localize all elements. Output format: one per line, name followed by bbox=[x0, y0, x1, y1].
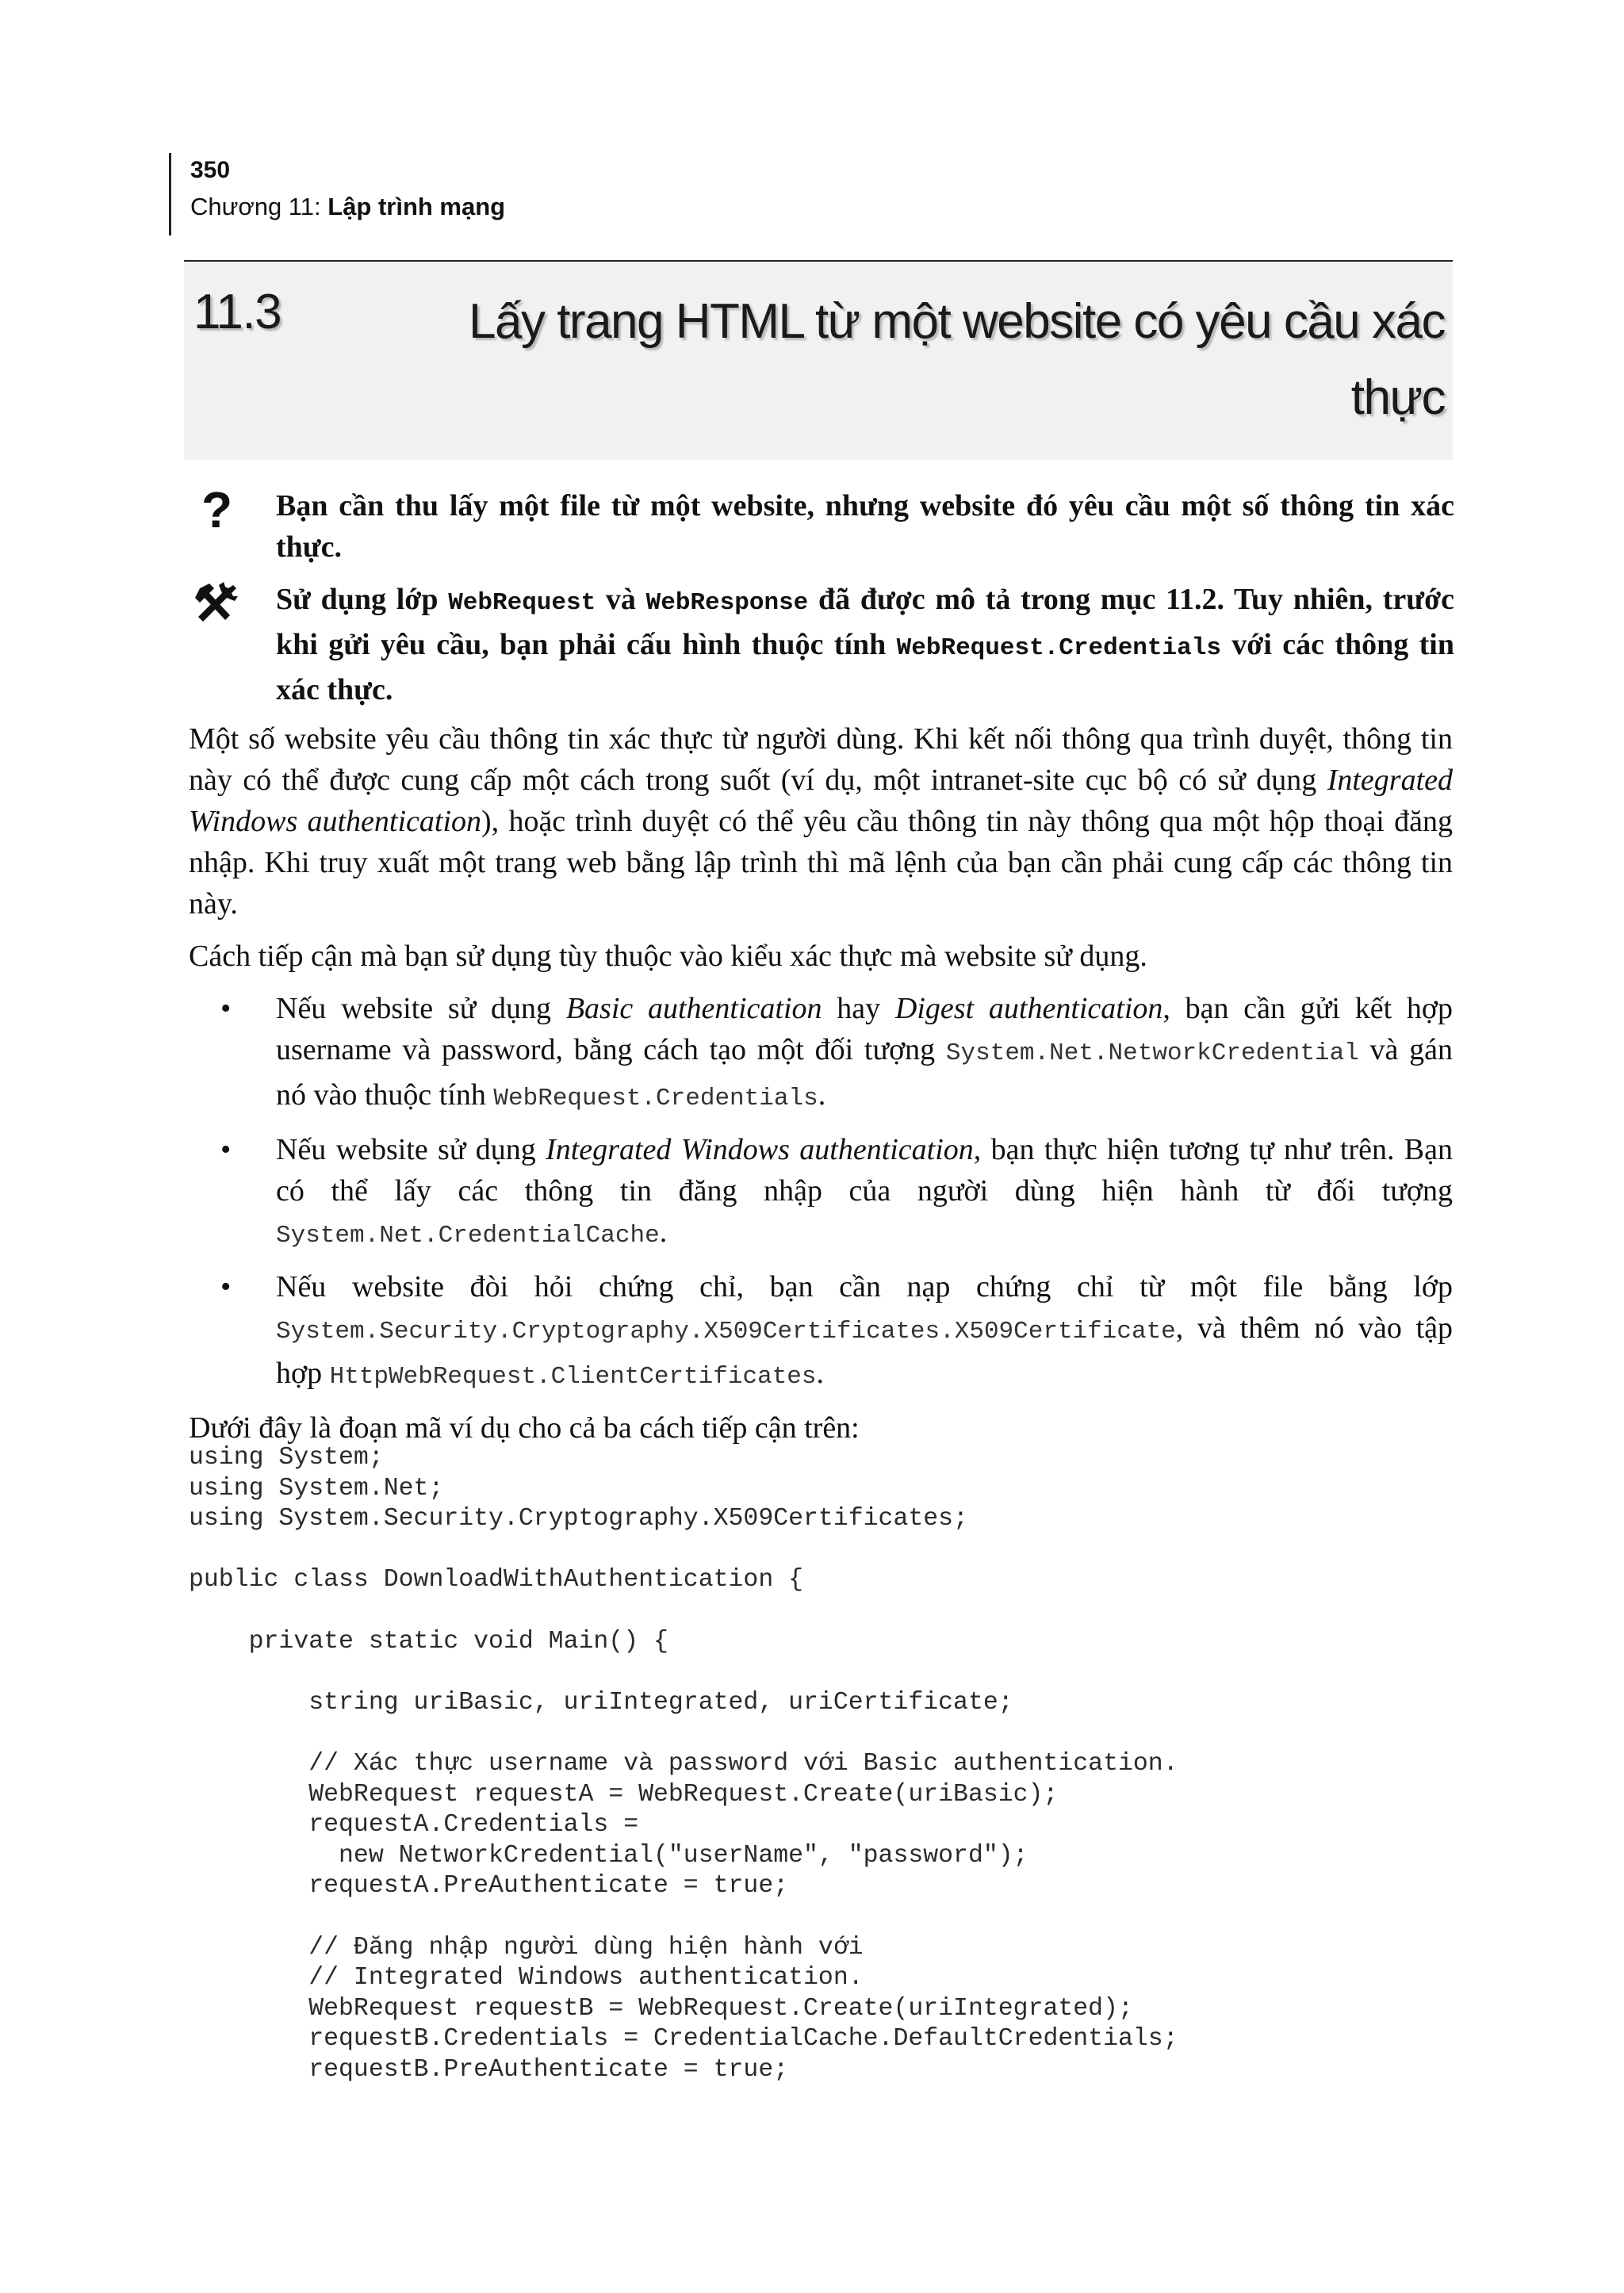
bullet-list bbox=[189, 988, 1453, 1398]
chapter-prefix: Chương 11: bbox=[190, 193, 328, 220]
bullet-3-text-2: , và thêm nó vào tập hợp bbox=[276, 1311, 1453, 1390]
question-mark-icon: ? bbox=[201, 481, 233, 538]
paragraph-1-a: Một số website yêu cầu thông tin xác thực từ người dùng. Khi kết nối thông qua trình duyệt, thông tin này có thể được cung cấp một cách trong suốt (ví dụ, một intranet-site cục bộ có sử dụng bbox=[189, 722, 1453, 797]
bullet-3-code-1: System.Security.Cryptography.X509Certificates.X509Certificate bbox=[276, 1318, 1176, 1346]
paragraph-3: Dưới đây là đoạn mã ví dụ cho cả ba cách tiếp cận trên: bbox=[189, 1411, 860, 1445]
bullet-2-text-3: . bbox=[659, 1215, 668, 1249]
problem-statement bbox=[193, 481, 1454, 568]
bullet-3-text-1: Nếu website đòi hỏi chứng chỉ, bạn cần nạp chứng chỉ từ một file bằng lớp bbox=[276, 1270, 1453, 1303]
bullet-2-text-1: Nếu website sử dụng bbox=[276, 1133, 546, 1166]
section-title: Lấy trang HTML từ một website có yêu cầu xác thực bbox=[469, 294, 1445, 425]
bullet-item-integrated bbox=[189, 1129, 1453, 1257]
bullet-3-code-2: HttpWebRequest.ClientCertificates bbox=[329, 1363, 817, 1391]
bullet-2-text-2: , bạn thực hiện tương tự như trên. Bạn có thể lấy các thông tin đăng nhập của người dùng hiện hành từ đối tượng bbox=[276, 1133, 1453, 1208]
page-header bbox=[169, 153, 505, 235]
bullet-1-italic-1: Basic authentication bbox=[565, 992, 822, 1025]
bullet-1-text-1: Nếu website sử dụng bbox=[276, 992, 566, 1025]
bullet-1-text-3: , bạn cần gửi kết hợp username và password, bằng cách tạo một đối tượng bbox=[276, 992, 1453, 1066]
solution-text-3: đã được mô tả trong mục 11.2. Tuy nhiên, trước khi gửi yêu cầu, bạn phải cấu hình thuộc tính bbox=[276, 583, 1454, 661]
section-number: 11.3 bbox=[193, 285, 282, 339]
tools-icon bbox=[193, 580, 239, 625]
section-heading bbox=[184, 260, 1453, 460]
bullet-1-text-5: . bbox=[818, 1078, 826, 1112]
bullet-1-text-2: hay bbox=[822, 992, 895, 1025]
solution-code-2: WebResponse bbox=[645, 589, 809, 617]
bullet-2-italic-1: Integrated Windows authentication bbox=[546, 1133, 974, 1166]
bullet-2-code-1: System.Net.CredentialCache bbox=[276, 1222, 660, 1250]
solution-code-1: WebRequest bbox=[448, 589, 596, 617]
paragraph-1-b: ), hoặc trình duyệt có thể yêu cầu thông tin này thông qua một hộp thoại đăng nhập. Khi truy xuất một trang web bằng lập trình thì mã lệnh của bạn cần phải cung cấp các thông tin này. bbox=[189, 805, 1453, 921]
bullet-3-text-3: . bbox=[816, 1357, 825, 1390]
bullet-item-basic bbox=[189, 988, 1453, 1120]
bullet-1-code-2: WebRequest.Credentials bbox=[493, 1085, 818, 1112]
solution-text-2: và bbox=[596, 583, 646, 616]
solution-text-1: Sử dụng lớp bbox=[276, 583, 449, 616]
solution-statement bbox=[193, 579, 1454, 710]
solution-text-4: với các thông tin xác thực. bbox=[276, 628, 1454, 706]
solution-code-3: WebRequest.Credentials bbox=[896, 634, 1221, 662]
paragraph-2: Cách tiếp cận mà bạn sử dụng tùy thuộc vào kiểu xác thực mà website sử dụng. bbox=[189, 940, 1147, 973]
bullet-1-code-1: System.Net.NetworkCredential bbox=[945, 1039, 1359, 1067]
page-number: 350 bbox=[190, 157, 231, 183]
bullet-1-text-4: và gán nó vào thuộc tính bbox=[276, 1033, 1453, 1112]
bullet-item-certificate bbox=[189, 1266, 1453, 1398]
body-text bbox=[189, 718, 1453, 1460]
solution-text bbox=[276, 579, 1454, 710]
paragraph-1 bbox=[189, 718, 1453, 924]
paragraph-1-italic: Integrated Windows authentication bbox=[189, 764, 1453, 838]
bullet-1-italic-2: Digest authentication bbox=[894, 992, 1163, 1025]
chapter-name: Lập trình mạng bbox=[327, 193, 506, 220]
chapter-title bbox=[190, 188, 505, 226]
problem-text: Bạn cần thu lấy một file từ một website, nhưng website đó yêu cầu một số thông tin xác thực. bbox=[276, 489, 1454, 564]
code-listing: using System; using System.Net; using System.Security.Cryptography.X509Certificates; public class DownloadWithAuthentication { private static void Main() { string uriBasic, uriIntegrated, uriCertificate; // Xác thực username và password với Basic authentication. WebRequest requestA = WebRequest.Create(uriBasic); requestA.Credentials = new NetworkCredential("userName", "password"); requestA.PreAuthenticate = true; // Đăng nhập người dùng hiện hành với // Integrated Windows authentication. WebRequest requestB = WebRequest.Create(uriIntegrated); requestB.Credentials = CredentialCache.DefaultCredentials; requestB.PreAuthenticate = true; bbox=[189, 1444, 1178, 2084]
